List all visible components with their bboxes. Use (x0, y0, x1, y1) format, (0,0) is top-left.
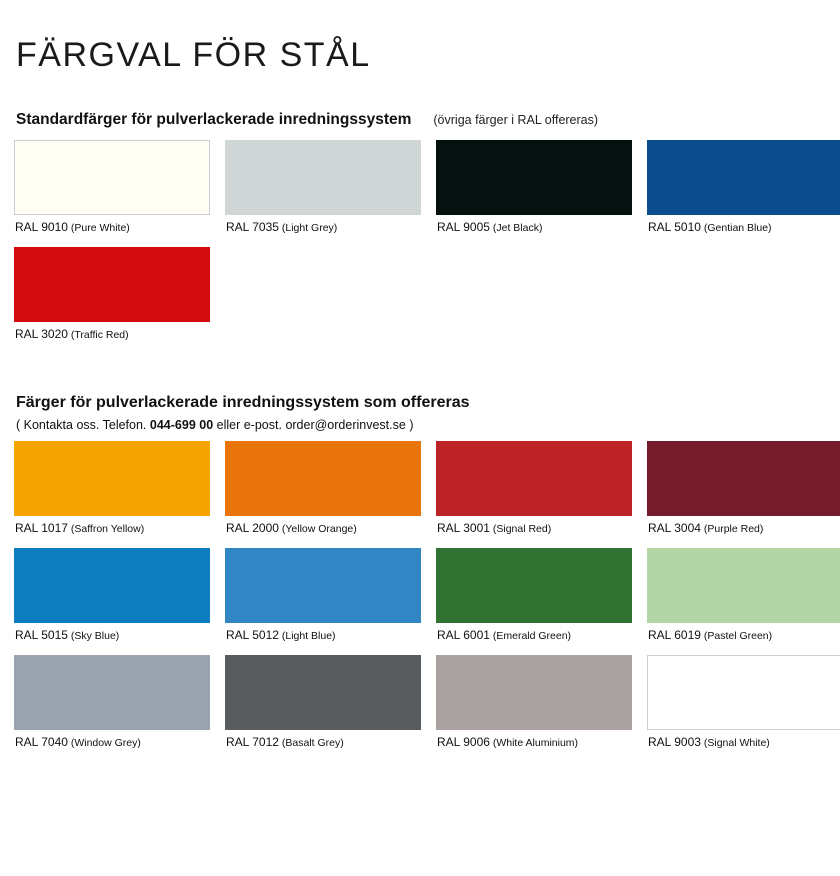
swatch-cell (647, 655, 840, 762)
swatch-label (14, 322, 210, 354)
color-swatch[interactable] (225, 441, 421, 516)
swatch-code: RAL 3004 (648, 521, 701, 535)
color-swatch[interactable] (14, 441, 210, 516)
swatch-cell (436, 140, 632, 247)
swatch-label (14, 623, 210, 655)
swatch-label (436, 623, 632, 655)
swatch-cell (14, 441, 210, 548)
color-swatch[interactable] (436, 548, 632, 623)
swatch-name: (Traffic Red) (67, 329, 129, 341)
swatch-name: (Jet Black) (489, 222, 543, 234)
contact-suffix: ) (409, 418, 414, 432)
swatch-cell (14, 655, 210, 762)
swatch-name: (Light Blue) (278, 630, 336, 642)
swatch-code: RAL 7040 (15, 735, 68, 749)
swatch-name: (Basalt Grey) (278, 737, 344, 749)
contact-middle: eller e-post. (216, 418, 282, 432)
swatch-code: RAL 2000 (226, 521, 279, 535)
swatch-name: (Purple Red) (700, 523, 764, 535)
contact-line (16, 418, 826, 432)
swatch-label (647, 730, 840, 762)
swatch-label (225, 215, 421, 247)
color-swatch[interactable] (14, 140, 210, 215)
swatch-cell (436, 548, 632, 655)
swatch-code: RAL 6019 (648, 628, 701, 642)
swatch-cell (436, 655, 632, 762)
color-swatch[interactable] (647, 655, 840, 730)
color-swatch[interactable] (225, 140, 421, 215)
standard-colors-header (16, 111, 826, 129)
color-chart-page (0, 36, 840, 876)
swatch-code: RAL 1017 (15, 521, 68, 535)
offered-colors-title: Färger för pulverlackerade inredningssystem som offereras (16, 394, 470, 411)
swatch-label (225, 623, 421, 655)
swatch-code: RAL 7012 (226, 735, 279, 749)
swatch-label (14, 730, 210, 762)
swatch-label (225, 516, 421, 548)
swatch-cell (225, 655, 421, 762)
color-swatch[interactable] (436, 655, 632, 730)
contact-phone: 044-699 00 (149, 418, 214, 432)
swatch-cell (14, 548, 210, 655)
swatch-code: RAL 9005 (437, 220, 490, 234)
swatch-code: RAL 3001 (437, 521, 490, 535)
swatch-name: (Pastel Green) (700, 630, 773, 642)
swatch-cell (225, 441, 421, 548)
swatch-label (647, 623, 840, 655)
swatch-name: (Pure White) (67, 222, 130, 234)
swatch-label (14, 516, 210, 548)
color-swatch[interactable] (436, 441, 632, 516)
color-swatch[interactable] (14, 548, 210, 623)
swatch-label (436, 516, 632, 548)
swatch-cell (647, 548, 840, 655)
swatch-name: (Emerald Green) (489, 630, 572, 642)
swatch-cell (225, 140, 421, 247)
swatch-name: (Light Grey) (278, 222, 338, 234)
swatch-code: RAL 9006 (437, 735, 490, 749)
swatch-code: RAL 7035 (226, 220, 279, 234)
swatch-cell (14, 247, 210, 354)
swatch-label (14, 215, 210, 247)
offered-colors-header (16, 394, 826, 432)
swatch-name: (Gentian Blue) (700, 222, 772, 234)
offered-colors-grid (14, 441, 826, 762)
swatch-name: (Window Grey) (67, 737, 141, 749)
swatch-code: RAL 9003 (648, 735, 701, 749)
swatch-label (436, 215, 632, 247)
color-swatch[interactable] (225, 548, 421, 623)
swatch-name: (Yellow Orange) (278, 523, 357, 535)
swatch-label (225, 730, 421, 762)
color-swatch[interactable] (436, 140, 632, 215)
color-swatch[interactable] (647, 441, 840, 516)
swatch-name: (Signal White) (700, 737, 770, 749)
standard-colors-title: Standardfärger för pulverlackerade inredningssystem (16, 111, 412, 128)
swatch-code: RAL 5010 (648, 220, 701, 234)
swatch-code: RAL 6001 (437, 628, 490, 642)
swatch-label (647, 215, 840, 247)
contact-email[interactable]: order@orderinvest.se (285, 418, 406, 432)
swatch-cell (436, 441, 632, 548)
color-swatch[interactable] (647, 140, 840, 215)
swatch-name: (Signal Red) (489, 523, 552, 535)
standard-colors-grid (14, 140, 826, 354)
contact-prefix: ( Kontakta oss. Telefon. (16, 418, 147, 432)
color-swatch[interactable] (225, 655, 421, 730)
swatch-code: RAL 5012 (226, 628, 279, 642)
swatch-label (647, 516, 840, 548)
standard-colors-note: (övriga färger i RAL offereras) (433, 113, 599, 127)
swatch-code: RAL 3020 (15, 327, 68, 341)
swatch-code: RAL 5015 (15, 628, 68, 642)
color-swatch[interactable] (14, 655, 210, 730)
color-swatch[interactable] (647, 548, 840, 623)
swatch-cell (647, 140, 840, 247)
swatch-name: (White Aluminium) (489, 737, 579, 749)
swatch-cell (225, 548, 421, 655)
color-swatch[interactable] (14, 247, 210, 322)
swatch-label (436, 730, 632, 762)
swatch-cell (647, 441, 840, 548)
swatch-name: (Saffron Yellow) (67, 523, 145, 535)
swatch-code: RAL 9010 (15, 220, 68, 234)
page-title: FÄRGVAL FÖR STÅL (16, 36, 371, 74)
swatch-name: (Sky Blue) (67, 630, 120, 642)
swatch-cell (14, 140, 210, 247)
